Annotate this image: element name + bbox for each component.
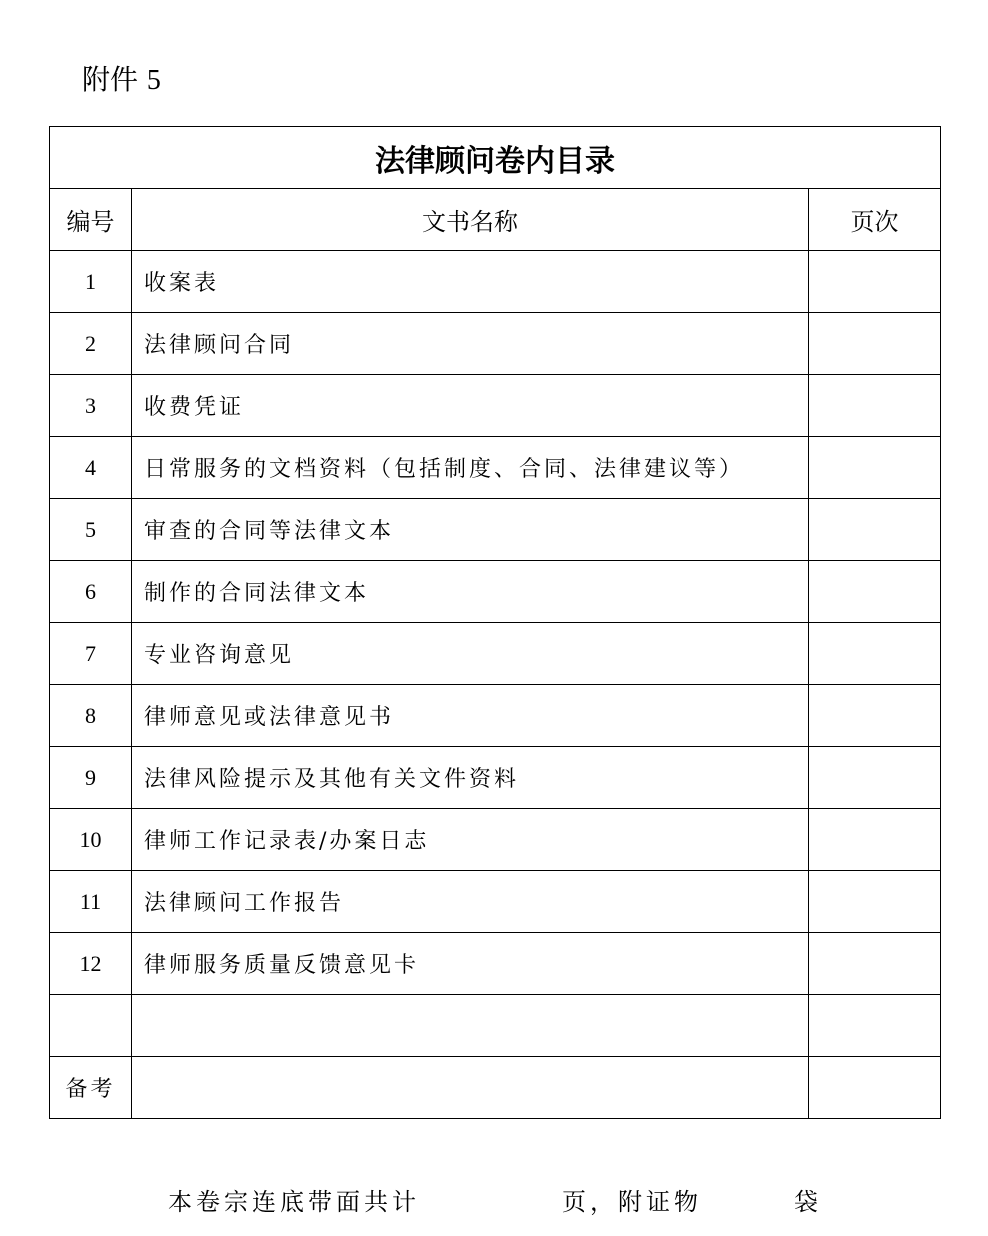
- table-row: [50, 313, 941, 375]
- row-page: [809, 499, 941, 561]
- header-row: [50, 189, 941, 251]
- row-page: [809, 933, 941, 995]
- row-document-name: 审查的合同等法律文本: [132, 499, 809, 561]
- remark-page: [809, 1057, 941, 1119]
- row-page: [809, 747, 941, 809]
- row-document-name: [132, 995, 809, 1057]
- row-number: 8: [50, 685, 132, 747]
- attachment-number: 5: [146, 65, 161, 96]
- table-row: [50, 251, 941, 313]
- table-row: [50, 437, 941, 499]
- header-page: 页次: [809, 189, 941, 251]
- remark-value: [132, 1057, 809, 1119]
- row-number: 9: [50, 747, 132, 809]
- row-page: [809, 685, 941, 747]
- catalog-table: [49, 126, 941, 1119]
- row-document-name: 法律风险提示及其他有关文件资料: [132, 747, 809, 809]
- row-document-name: 律师工作记录表/办案日志: [132, 809, 809, 871]
- header-number: 编号: [50, 189, 132, 251]
- table-row: [50, 871, 941, 933]
- remark-label: 备考: [50, 1057, 132, 1119]
- row-number: 12: [50, 933, 132, 995]
- row-number: 5: [50, 499, 132, 561]
- row-number: 6: [50, 561, 132, 623]
- row-document-name: 收案表: [132, 251, 809, 313]
- footer-exhibits-text: 页，附证物: [562, 1188, 702, 1216]
- row-document-name: 日常服务的文档资料（包括制度、合同、法律建议等）: [132, 437, 809, 499]
- row-page: [809, 623, 941, 685]
- table-row: [50, 623, 941, 685]
- footer-bags-text: 袋: [794, 1188, 822, 1216]
- footer-total-pages-text: 本卷宗连底带面共计: [168, 1188, 420, 1216]
- row-page: [809, 437, 941, 499]
- row-page: [809, 871, 941, 933]
- row-document-name: 制作的合同法律文本: [132, 561, 809, 623]
- table-row: [50, 375, 941, 437]
- row-document-name: 律师意见或法律意见书: [132, 685, 809, 747]
- row-document-name: 法律顾问工作报告: [132, 871, 809, 933]
- row-page: [809, 809, 941, 871]
- table-row: [50, 995, 941, 1057]
- row-number: [50, 995, 132, 1057]
- row-number: 7: [50, 623, 132, 685]
- title-row: [50, 127, 941, 189]
- table-row: [50, 747, 941, 809]
- row-number: 11: [50, 871, 132, 933]
- row-document-name: 收费凭证: [132, 375, 809, 437]
- row-page: [809, 375, 941, 437]
- row-number: 10: [50, 809, 132, 871]
- row-document-name: 法律顾问合同: [132, 313, 809, 375]
- row-page: [809, 561, 941, 623]
- row-page: [809, 995, 941, 1057]
- header-document-name: 文书名称: [132, 189, 809, 251]
- remark-row: [50, 1057, 941, 1119]
- table-row: [50, 561, 941, 623]
- table-body: [50, 251, 941, 1057]
- row-number: 3: [50, 375, 132, 437]
- row-number: 1: [50, 251, 132, 313]
- row-number: 4: [50, 437, 132, 499]
- attachment-text: 附件: [82, 63, 139, 96]
- row-number: 2: [50, 313, 132, 375]
- table-title: 法律顾问卷内目录: [50, 127, 941, 189]
- row-page: [809, 313, 941, 375]
- row-document-name: 律师服务质量反馈意见卡: [132, 933, 809, 995]
- table-row: [50, 933, 941, 995]
- row-document-name: 专业咨询意见: [132, 623, 809, 685]
- attachment-label: [82, 58, 161, 98]
- row-page: [809, 251, 941, 313]
- table-row: [50, 685, 941, 747]
- table-row: [50, 809, 941, 871]
- table-row: [50, 499, 941, 561]
